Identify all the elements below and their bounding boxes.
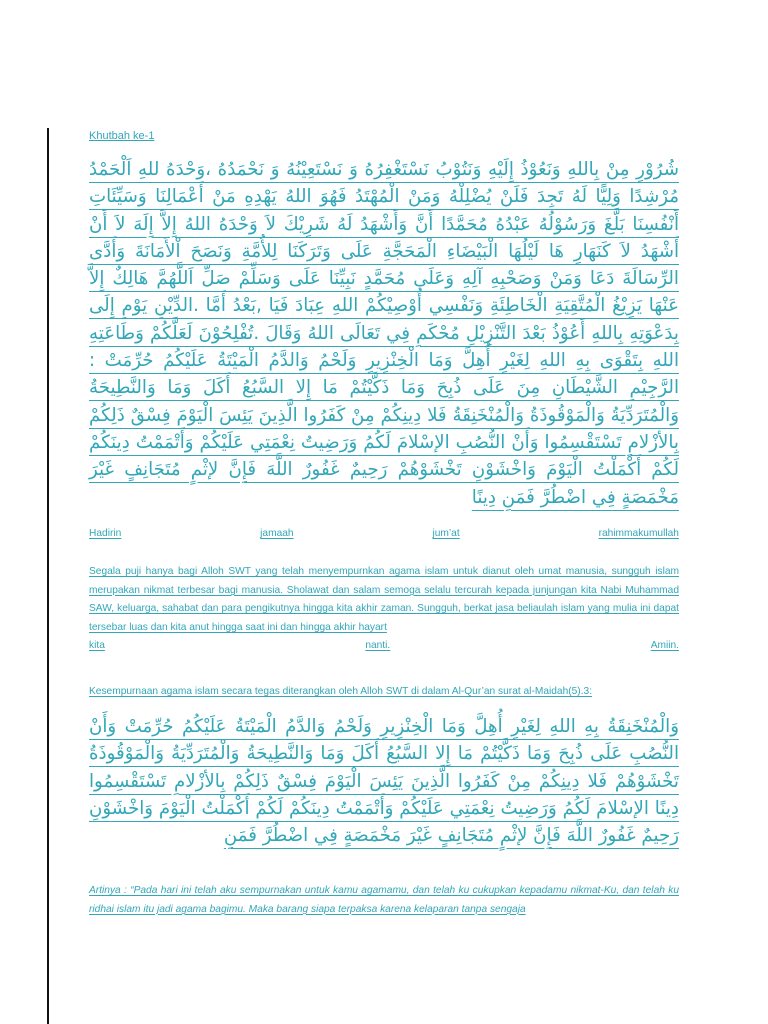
- last-line-word: nanti.: [365, 640, 391, 652]
- opening-paragraph: [89, 563, 679, 656]
- document-body: [89, 130, 679, 915]
- last-line-word: kita: [89, 640, 105, 652]
- greeting-word: jamaah: [260, 528, 294, 539]
- translation-paragraph: [89, 882, 679, 919]
- greeting-word: rahimmakumullah: [598, 528, 679, 539]
- paragraph-text: Segala puji hanya bagi Alloh SWT yang telah menyempurnkan agama islam untuk dianut oleh umat manusia, sungguh islam merupakan nikmat terbesar bagi manusia. Sholawat dan salam semoga selalu tercurah kepada junjungan kita Nabi Muhammad SAW, keluarga, sahabat dan para pengikutnya hingga kita akhir zaman. Sungguh, berkat jasa beliaulah islam yang mulia ini dapat tersebar luas dan kita anut hingga saat ini dan hingga akhir hayart: [89, 566, 679, 633]
- verse-arabic-wrapper: [89, 713, 679, 853]
- last-line-word: Amiin.: [650, 640, 679, 652]
- translation-text: Artinya : “Pada hari ini telah aku sempurnakan untuk kamu agamamu, dan telah ku cukupkan kepadamu nikmat-Ku, dan telah ku ridhai islam itu jadi agama bagimu. Maka barang siapa terpaksa karena kelaparan tanpa sengaja: [89, 885, 679, 915]
- arabic-verse-text: وَالْمُنْخَنِقَةُ بِهِ اللهِ لِغَيْرِ أُهِلَّ وَمَا الْخِنْزِيرِ وَلَحْمُ وَالدَّمُ الْمَيْتَةُ عَلَيْكُمُ حُرِّمَتْ وَأَنْ النُّصُبِ عَلَى ذُبِحَ وَمَا ذَكَّيْتُمْ مَا إِلا السَّبُعُ أَكَلَ وَمَا وَالنَّطِيحَةُ وَالْمُتَرَدِّيَةُ وَالْمَوْقُوذَةُ تَخْشَوْهُمْ فَلا دِينِكُمْ مِنْ كَفَرُوا الَّذِينَ يَئِسَ الْيَوْمَ فِسْقٌ ذَلِكُمْ بِالأزْلامِ تَسْتَقْسِمُوا دِينًا الإسْلامَ لَكُمُ وَرَضِيتُ نِعْمَتِي عَلَيْكُمْ وَأَتْمَمْتُ دِينَكُمْ لَكُمْ أَكْمَلْتُ الْيَوْمَ وَاخْشَوْنِ رَحِيمٌ غَفُورٌ اللَّهَ فَإِنَّ لإثْمٍ مُتَجَانِفٍ غَيْرَ مَخْمَصَةٍ فِي اضْطُرَّ فَمَنِ: [89, 716, 679, 847]
- greeting-line: [89, 528, 679, 539]
- paragraph-last-line: [89, 637, 679, 656]
- greeting-word: jum’at: [432, 528, 460, 539]
- arabic-opening-text: شُرُوْرِ مِنْ بِاللهِ وَنَعُوْذُ إِلَيْهِ وَنَتُوْبُ نَسْتَغْفِرُهُ وَ نَسْتَعِيْنُهُ وَ نَحْمَدُهُ ،وَحْدَهُ للهِ اَلْحَمْدُ مُرْشِدًا وَلِيًّا لَهُ تَجِدَ فَلَنْ يُضْلِلْهُ وَمَنْ الْمُهْتَدُ فَهُوَ اللهُ يَهْدِهِ مَنْ أَعْمَالِنَا وَسَيِّئَاتِ أَنْفُسِنَا بَلَّغَ وَرَسُوْلُهُ عَبْدُهُ مُحَمَّدًا أَنَّ وَأَشْهَدُ لَهُ شَرِيْكَ لاَ وَحْدَهُ اللهُ إِلاَّ إِلَهَ لاَ أَنْ أَشْهَدُ لاَ كَنَهَارِ هَا لَيْلُهَا الْبَيْضَاءِ الْمَحَجَّةِ عَلَى وَتَرَكَنَا لِلأُمَّةِ وَنَصَحَ اْلأَمَانَةَ وَأَدَّى الرِّسَالَةَ دَعَا وَمَنْ وَصَحْبِهِ آلِهِ وَعَلَى مُحَمَّدٍ نَبِيِّنَا عَلَى وَسَلِّمْ صَلِّ اَللَّهُمَّ هَالِكٌ إِلاَّ عَنْهَا يَزِيْغُ الْمُتَّقِيَةِ الْخَاطِئَةِ وَنَفْسِي أُوْصِيْكُمْ اللهِ عِبَادَ فَيَا ,بَعْدُ أَمَّا .الدِّيْنِ يَوْمِ إِلَى بِدَعْوَتِهِ بِاللهِ أَعُوْذُ بَعْدَ التَّنْزِيْلِ مُحْكَمِ فِي تَعَالَى اللهُ وَقَالَ .تُفْلِحُوْنَ لَعَلَّكُمْ وَطَاعَتِهِ اللهِ بِتَقْوَى بِهِ اللهِ لِغَيْرِ أُهِلَّ وَمَا الْخِنْزِيرِ وَلَحْمُ وَالدَّمُ الْمَيْتَةُ عَلَيْكُمُ حُرِّمَتْ : الرَّجِيْمِ الشَّيْطَانِ مِنَ عَلَى ذُبِحَ وَمَا ذَكَّيْتُمْ مَا إِلا السَّبُعُ أَكَلَ وَمَا وَالنَّطِيحَةُ وَالْمُتَرَدِّيَةُ وَالْمَوْقُوذَةُ وَالْمُنْخَنِقَةُ فَلا دِينِكُمْ مِنْ كَفَرُوا الَّذِينَ يَئِسَ الْيَوْمَ فِسْقٌ ذَلِكُمْ بِالأزْلامِ تَسْتَقْسِمُوا وَأَنْ النُّصُبِ الإسْلامَ لَكُمُ وَرَضِيتُ نِعْمَتِي عَلَيْكُمْ وَأَتْمَمْتُ دِينَكُمْ لَكُمْ أَكْمَلْتُ الْيَوْمَ وَاخْشَوْنِ تَخْشَوْهُمْ رَحِيمٌ غَفُورٌ اللَّهَ فَإِنَّ لإثْمٍ مُتَجَانِفٍ غَيْرَ مَخْمَصَةٍ فِي اضْطُرَّ فَمَنِ دِينًا: [89, 159, 679, 508]
- greeting-word: Hadirin: [89, 528, 122, 539]
- page-margin-line: [47, 128, 49, 1024]
- page-title: Khutbah ke-1: [89, 130, 155, 142]
- verse-intro: Kesempurnaan agama islam secara tegas diterangkan oleh Alloh SWT di dalam Al-Qur’an surat al-Maidah(5).3:: [89, 686, 593, 697]
